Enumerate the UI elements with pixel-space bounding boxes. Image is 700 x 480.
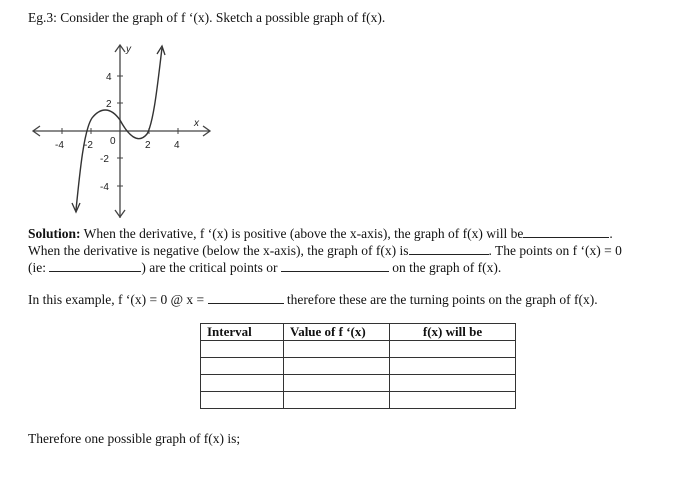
table-cell[interactable] bbox=[284, 392, 390, 409]
solution-line-2 bbox=[28, 243, 622, 259]
solution-label: Solution: bbox=[28, 226, 81, 241]
solution-line-1 bbox=[28, 226, 613, 242]
example-text-a: In this example, f ‘(x) = 0 @ x = bbox=[28, 292, 205, 307]
table-cell[interactable] bbox=[390, 375, 516, 392]
x-tick-label: -4 bbox=[55, 140, 64, 151]
solution-text-3a: (ie: bbox=[28, 260, 46, 275]
table-row bbox=[201, 392, 516, 409]
derivative-graph bbox=[28, 40, 218, 220]
table-cell[interactable] bbox=[284, 358, 390, 375]
x-tick-label: 4 bbox=[174, 140, 180, 151]
solution-line-3 bbox=[28, 260, 501, 276]
blank-ie[interactable] bbox=[49, 260, 141, 272]
blank-negative[interactable] bbox=[409, 243, 489, 255]
solution-text-3c: on the graph of f(x). bbox=[392, 260, 502, 275]
solution-text-3b: ) are the critical points or bbox=[141, 260, 278, 275]
x-tick-label: -2 bbox=[84, 140, 93, 151]
table-row bbox=[201, 358, 516, 375]
table-cell[interactable] bbox=[284, 341, 390, 358]
axis-y-label: y bbox=[126, 44, 131, 55]
closing-text: Therefore one possible graph of f(x) is; bbox=[28, 431, 241, 446]
blank-critical[interactable] bbox=[281, 260, 389, 272]
table-cell[interactable] bbox=[390, 341, 516, 358]
table-cell[interactable] bbox=[201, 358, 284, 375]
y-tick-label: -2 bbox=[100, 154, 109, 165]
table-cell[interactable] bbox=[201, 341, 284, 358]
example-line bbox=[28, 292, 598, 308]
table-cell[interactable] bbox=[201, 375, 284, 392]
table-cell[interactable] bbox=[284, 375, 390, 392]
solution-period: . bbox=[609, 226, 613, 241]
table-row bbox=[201, 375, 516, 392]
x-tick-label: 2 bbox=[145, 140, 151, 151]
table-cell[interactable] bbox=[390, 392, 516, 409]
solution-text-2b: . The points on f ‘(x) = 0 bbox=[488, 243, 622, 258]
table-header-row bbox=[201, 324, 516, 341]
solution-text-2a: When the derivative is negative (below the x-axis), the graph of f(x) is bbox=[28, 243, 409, 258]
x-tick-label: 0 bbox=[110, 136, 116, 147]
header-interval: Interval bbox=[201, 324, 284, 341]
table-row bbox=[201, 341, 516, 358]
y-tick-label: 2 bbox=[106, 99, 112, 110]
table-cell[interactable] bbox=[201, 392, 284, 409]
blank-x-values[interactable] bbox=[208, 292, 284, 304]
header-fx-will-be: f(x) will be bbox=[390, 324, 516, 341]
solution-text-1: When the derivative, f ‘(x) is positive (above the x-axis), the graph of f(x) will be bbox=[83, 226, 524, 241]
interval-table bbox=[200, 323, 516, 409]
axis-x-label: x bbox=[194, 118, 199, 129]
table-cell[interactable] bbox=[390, 358, 516, 375]
header-derivative-value: Value of f ‘(x) bbox=[284, 324, 390, 341]
blank-positive[interactable] bbox=[523, 226, 609, 238]
example-text-b: therefore these are the turning points on the graph of f(x). bbox=[286, 292, 598, 307]
y-tick-label: -4 bbox=[100, 182, 109, 193]
example-title: Eg.3: Consider the graph of f ‘(x). Sketch a possible graph of f(x). bbox=[28, 10, 386, 25]
y-tick-label: 4 bbox=[106, 72, 112, 83]
